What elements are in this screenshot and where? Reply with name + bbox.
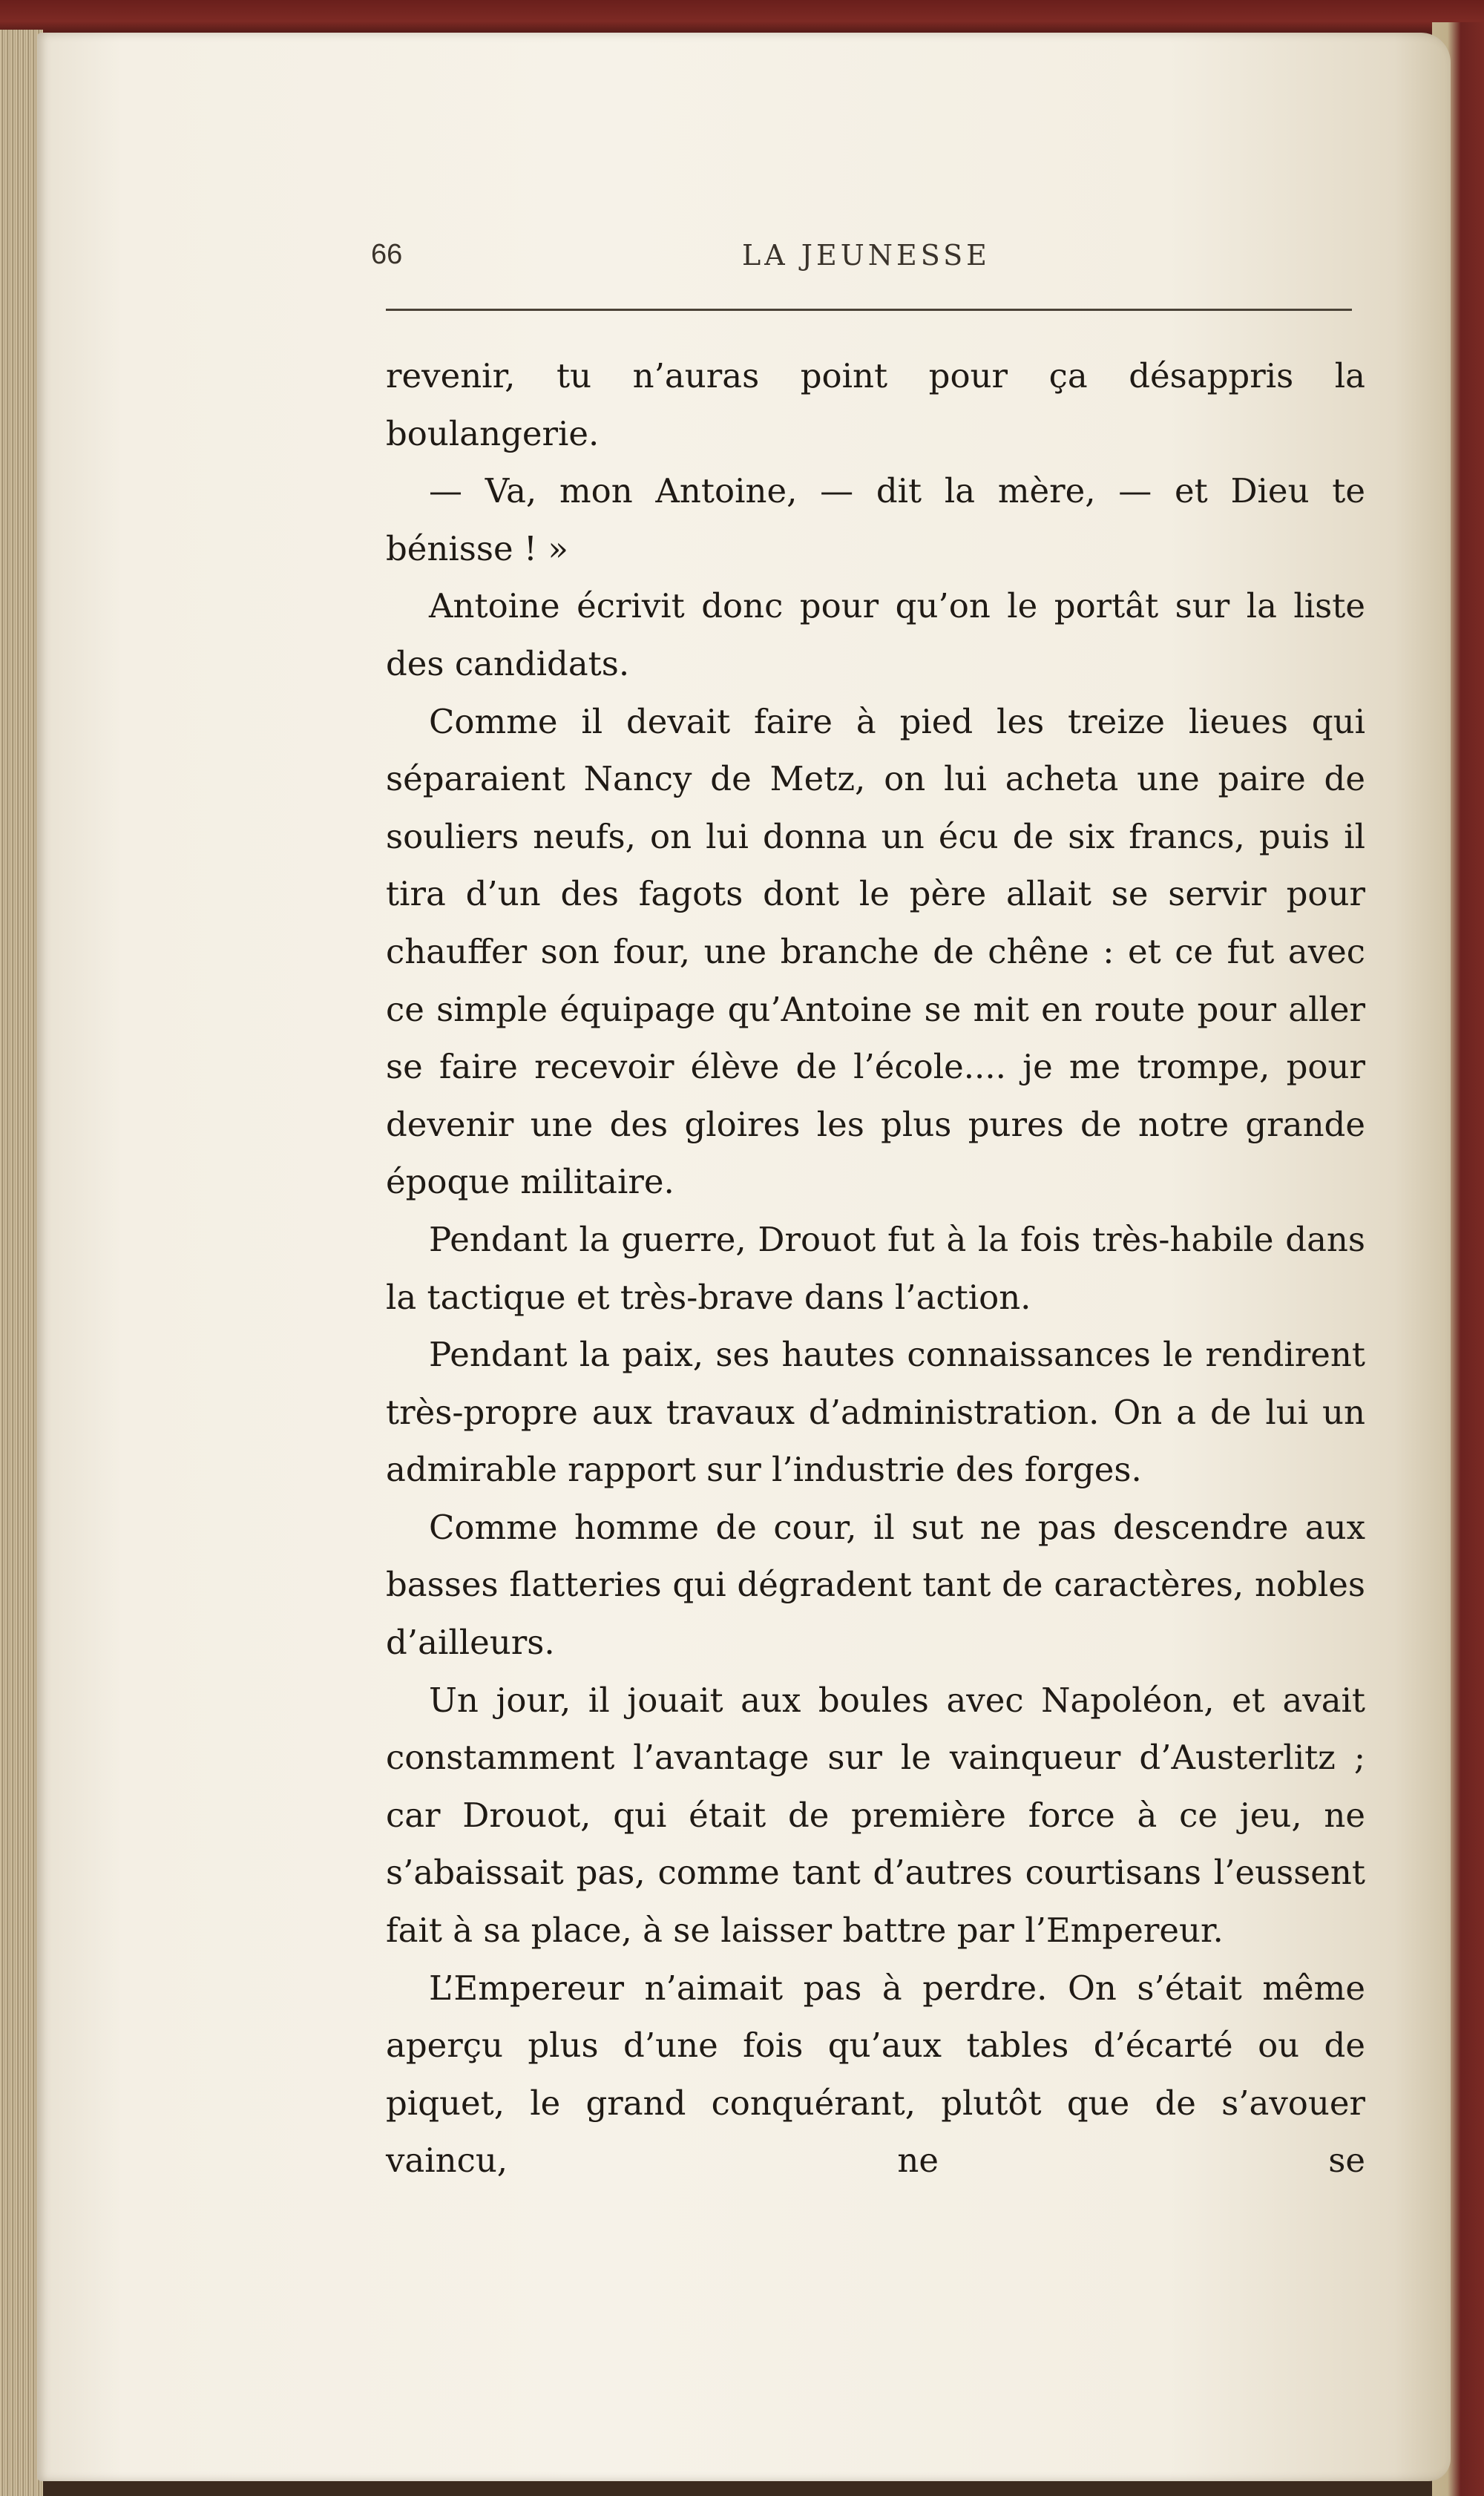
book-cover-top (0, 0, 1484, 36)
paragraph: Antoine écrivit donc pour qu’on le portât sur la liste des candidats. (386, 586, 1365, 683)
paragraph: Un jour, il jouait aux boules avec Napoléon, et avait constamment l’avantage sur le vainqueur d’Austerlitz ; car Drouot, qui était de première force à ce jeu, ne s’abaissait pas, comme tant d’autres courtisans l’eussent fait à sa place, à se laisser battre par l’Empereur. (386, 1680, 1365, 1951)
paragraph: revenir, tu n’auras point pour ça désappris la boulangerie. (386, 356, 1365, 453)
running-title: LA JEUNESSE (742, 239, 991, 272)
header-rule (386, 309, 1352, 311)
paragraph: Comme il devait faire à pied les treize lieues qui séparaient Nancy de Metz, on lui acheta une paire de souliers neufs, on lui donna un écu de six francs, puis il tira d’un des fagots dont le père allait se servir pour chauffer son four, une branche de chêne : et ce fut avec ce simple équipage qu’Antoine se mit en route pour aller se faire recevoir élève de l’école.... je me trompe, pour devenir une des gloires les plus pures de notre grande époque militaire. (386, 701, 1365, 1202)
paragraph: Pendant la paix, ses hautes connaissances le rendirent très-propre aux travaux d’administration. On a de lui un admirable rapport sur l’industrie des forges. (386, 1335, 1365, 1490)
paragraph: Comme homme de cour, il sut ne pas descendre aux basses flatteries qui dégradent tant de caractères, nobles d’ailleurs. (386, 1507, 1365, 1663)
body-text (386, 347, 1365, 2190)
paragraph: L’Empereur n’aimait pas à perdre. On s’était même aperçu plus d’une fois qu’aux tables d’écarté ou de piquet, le grand conquérant, plutôt que de s’avouer vaincu, ne se (386, 1968, 1365, 2181)
paragraph: — Va, mon Antoine, — dit la mère, — et Dieu te bénisse ! » (386, 471, 1365, 568)
paragraph: Pendant la guerre, Drouot fut à la fois très-habile dans la tactique et très-brave dans l’action. (386, 1219, 1365, 1317)
page-number: 66 (371, 239, 403, 270)
running-head (0, 239, 1484, 276)
